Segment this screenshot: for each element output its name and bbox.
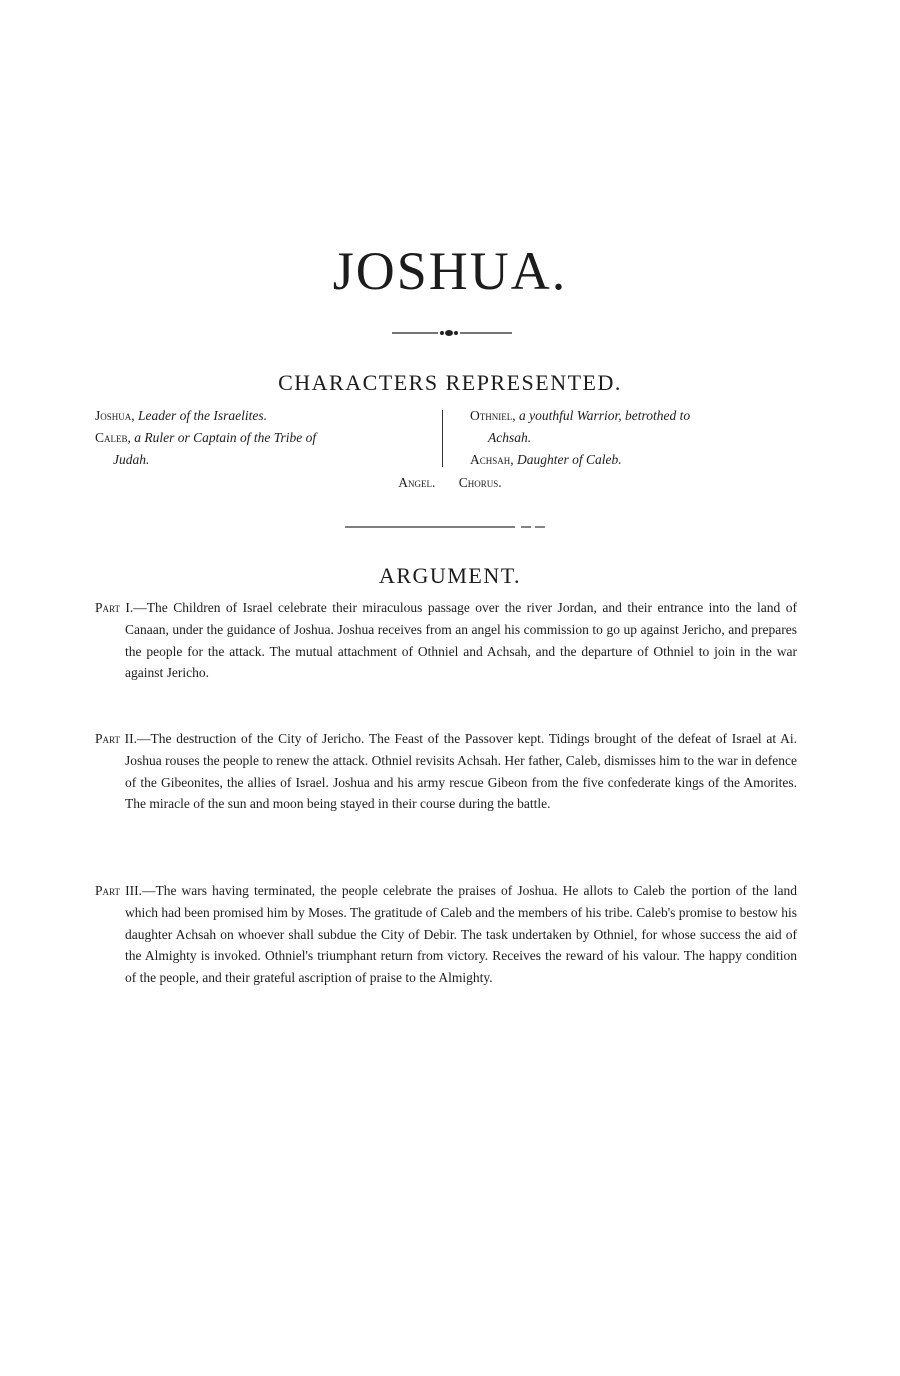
section-divider xyxy=(345,526,545,528)
cast-desc: a Ruler or Captain of the Tribe of xyxy=(134,430,317,445)
argument-part-2 xyxy=(95,728,797,815)
cast-desc-cont: Achsah. xyxy=(488,430,532,445)
cast-desc-cont: Judah. xyxy=(113,452,150,467)
cast-entry-achsah xyxy=(470,449,805,471)
cast-desc: Leader of the Israelites. xyxy=(138,408,267,423)
part-label: Part III. xyxy=(95,883,142,898)
cast-name: Caleb, xyxy=(95,430,131,445)
argument-part-1 xyxy=(95,597,797,684)
cast-entry-joshua xyxy=(95,405,430,427)
cast-right-column xyxy=(470,405,805,471)
cast-name: Joshua, xyxy=(95,408,135,423)
cast-entry-caleb xyxy=(95,427,430,471)
cast-others xyxy=(0,472,900,494)
ornament-divider xyxy=(392,329,512,337)
part-text: —The destruction of the City of Jericho. The Feast of the Passover kept. Tidings brought of the defeat of Israel at Ai. Joshua rouses the people to renew the attack. Othniel revisits Achsah. Her father, Caleb, dismisses him to the war in defence of the Gibeonites, the allies of Israel. Joshua and his army rescue Gibeon from the five confederate kings of the Amorites. The miracle of the sun and moon being stayed in their course during the battle. xyxy=(125,731,797,812)
cast-name: Achsah, xyxy=(470,452,514,467)
cast-chorus: Chorus. xyxy=(458,475,502,490)
part-label: Part I. xyxy=(95,600,134,615)
part-text: —The wars having terminated, the people celebrate the praises of Joshua. He allots to Caleb the portion of the land which had been promised him by Moses. The gratitude of Caleb and the members of his tribe. Caleb's promise to bestow his daughter Achsah on whoever shall subdue the City of Debir. The task undertaken by Othniel, for whose success the aid of the Almighty is invoked. Othniel's triumphant return from victory. Receives the reward of his valour. The happy condition of the people, and their grateful ascription of praise to the Almighty. xyxy=(125,883,797,986)
cast-desc: Daughter of Caleb. xyxy=(517,452,622,467)
argument-heading: ARGUMENT. xyxy=(378,563,522,588)
page-title: JOSHUA. xyxy=(332,241,568,301)
cast-left-column xyxy=(95,405,430,471)
characters-heading: CHARACTERS REPRESENTED. xyxy=(278,370,622,395)
cast-angel: Angel. xyxy=(398,475,436,490)
argument-part-3 xyxy=(95,880,797,989)
column-separator xyxy=(442,410,443,467)
cast-name: Othniel, xyxy=(470,408,516,423)
cast-desc: a youthful Warrior, betrothed to xyxy=(519,408,691,423)
part-label: Part II. xyxy=(95,731,138,746)
cast-entry-othniel xyxy=(470,405,805,449)
part-text: —The Children of Israel celebrate their miraculous passage over the river Jordan, and their entrance into the land of Canaan, under the guidance of Joshua. Joshua receives from an angel his commission to go up against Jericho, and prepares the people for the attack. The mutual attachment of Othniel and Achsah, and the departure of Othniel to join in the war against Jericho. xyxy=(125,600,797,681)
